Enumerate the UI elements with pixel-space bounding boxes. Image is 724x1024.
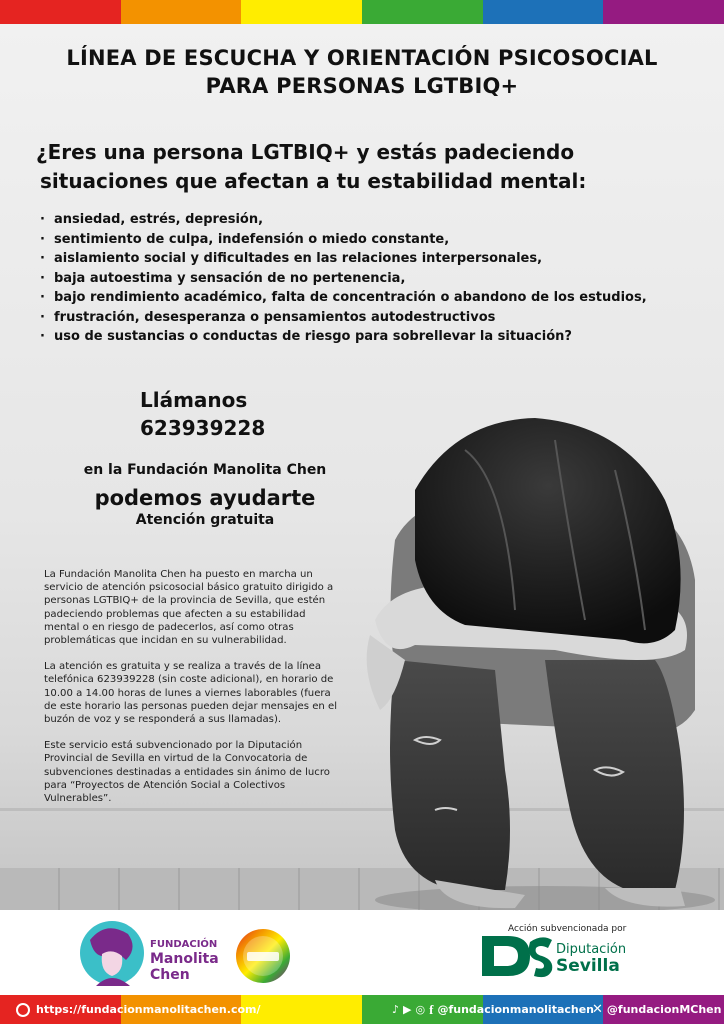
stripe-yellow [241,0,362,24]
logo-fundacion: FUNDACIÓN [150,939,218,950]
website-url[interactable]: https://fundacionmanolitachen.com/ [36,1003,261,1016]
facebook-icon[interactable]: f [429,1001,434,1017]
symptom-item: · bajo rendimiento académico, falta de concentración o abandono de los estudios, [40,288,710,308]
subsidy-label: Acción subvencionada por [508,924,627,934]
title-line-2: PARA PERSONAS LGTBIQ+ [205,74,519,98]
title-line-1: LÍNEA DE ESCUCHA Y ORIENTACIÓN PSICOSOCIAL [66,46,658,70]
symptom-item: · frustración, desesperanza o pensamientos autodestructivos [40,308,710,328]
logo-manolita: Manolita [150,951,219,967]
diputacion-line: Diputación [556,942,627,957]
symptom-item: · baja autoestima y sensación de no pertenencia, [40,269,710,289]
symptom-list [40,210,710,347]
social-links-row[interactable] [392,995,594,1024]
tiktok-icon[interactable]: ♪ [392,1003,400,1016]
symptom-item: · ansiedad, estrés, depresión, [40,210,710,230]
symptom-item: · sentimiento de culpa, indefensión o miedo constante, [40,230,710,250]
logo-chen: Chen [150,967,190,983]
stripe-orange [121,0,242,24]
sad-person-photo [355,410,724,910]
question-line-2: situaciones que afectan a tu estabilidad mental: [40,169,587,193]
symptom-item: · uso de sustancias o conductas de riesgo para sobrellevar la situación? [40,327,710,347]
description-paragraph: Este servicio está subvencionado por la Diputación Provincial de Sevilla en virtud de la Convocatoria de subvenciones destinadas a entidades sin ánimo de lucro para “Proyectos de Atención Social a Colectivos Vulnerables”. [44,740,330,805]
description-paragraph: La atención es gratuita y se realiza a través de la línea telefónica 623939228 (sin coste adicional), en horario de 10.00 a 14.00 horas de lunes a viernes laborables (fuera de este horario las personas pueden dejar mensajes en el buzón de voz y se responderá a sus llamadas). [44,661,338,726]
twitter-handle[interactable]: @fundacionMChen [606,1003,722,1016]
globe-icon [16,1003,30,1017]
description-text [44,568,344,818]
youtube-icon[interactable]: ▶ [403,1003,412,1016]
help-line: podemos ayudarte [94,486,316,510]
description-paragraph: La Fundación Manolita Chen ha puesto en marcha un servicio de atención psicosocial básico gratuito dirigido a personas LGTBIQ+ de la provincia de Sevilla, que estén padeciendo problemas que afecten a su estabilidad mental o en riesgo de padecerlos, así como otras problemáticas que incidan en su vulnerabilidad. [44,569,334,647]
espacio-libre-logo [235,928,291,984]
x-icon[interactable]: ✕ [592,1002,603,1017]
call-block [140,386,265,442]
website-link-row[interactable] [16,995,261,1024]
rainbow-bar-top [0,0,724,24]
manolita-chen-wordmark [150,938,219,983]
stripe-green [362,0,483,24]
stripe-purple [603,0,724,24]
twitter-link-row[interactable] [592,995,721,1024]
question-heading [36,138,696,196]
diputacion-wordmark [556,942,626,975]
call-label: Llámanos [140,388,248,412]
main-title [20,44,704,100]
symptom-item: · aislamiento social y dificultades en las relaciones interpersonales, [40,249,710,269]
free-service-line: Atención gratuita [135,512,275,528]
sevilla-line: Sevilla [556,956,620,976]
social-handle[interactable]: @fundacionmanolitachen [437,1003,595,1016]
stripe-red [0,0,121,24]
phone-number[interactable]: 623939228 [140,416,266,440]
instagram-icon[interactable]: ◎ [415,1003,426,1016]
question-line-1: ¿Eres una persona LGTBIQ+ y estás padeciendo [36,140,575,164]
stripe-blue [483,0,604,24]
foundation-line: en la Fundación Manolita Chen [83,462,327,478]
